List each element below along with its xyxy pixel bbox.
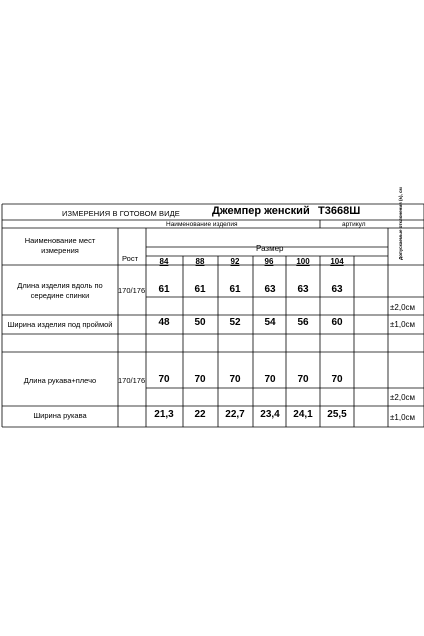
row-4-value: 23,4 — [260, 409, 280, 420]
row-4-value: 22 — [194, 409, 206, 420]
row-3-value: 70 — [194, 374, 206, 385]
row-2-value: 56 — [297, 317, 309, 328]
row-3-value: 70 — [331, 374, 343, 385]
row-3-value: 70 — [264, 374, 276, 385]
row-1-value: 61 — [229, 284, 241, 295]
row-4-value: 21,3 — [154, 409, 174, 420]
row-2-name: Ширина изделия под проймой — [7, 320, 113, 329]
row-4-value: 24,1 — [293, 409, 313, 420]
article-number: Т3668Ш — [318, 205, 361, 217]
row-2-value: 60 — [331, 317, 343, 328]
row-3-value: 70 — [297, 374, 309, 385]
row-4-value: 25,5 — [327, 409, 347, 420]
product-name-label: Наименование изделия — [166, 221, 238, 228]
row-1-value: 63 — [297, 284, 309, 295]
row-2-tolerance: ±1,0см — [390, 320, 416, 329]
size-100: 100 — [296, 257, 310, 266]
row-2-value: 54 — [264, 317, 276, 328]
row-3-name: Длина рукава+плечо — [23, 376, 97, 385]
row-1-value: 61 — [194, 284, 206, 295]
tolerance-header: Допускаемые отклонения (±), см — [398, 187, 403, 260]
row-3-height: 170/176 — [118, 376, 146, 385]
product-name: Джемпер женский — [212, 205, 310, 217]
size-88: 88 — [195, 257, 205, 266]
row-3-value: 70 — [229, 374, 241, 385]
row-1-value: 63 — [264, 284, 276, 295]
row-1-height: 170/176 — [118, 286, 146, 295]
row-3-tolerance: ±2,0см — [390, 393, 416, 402]
article-label: артикул — [342, 221, 366, 228]
size-header: Размер — [256, 244, 284, 253]
row-4-name: Ширина рукава — [33, 411, 87, 420]
height-header: Рост — [122, 254, 139, 263]
size-84: 84 — [159, 257, 169, 266]
row-2-value: 52 — [229, 317, 241, 328]
size-92: 92 — [230, 257, 240, 266]
row-1-tolerance: ±2,0см — [390, 303, 416, 312]
caption: ИЗМЕРЕНИЯ В ГОТОВОМ ВИДЕ — [62, 209, 180, 218]
row-3-value: 70 — [158, 374, 170, 385]
row-4-tolerance: ±1,0см — [390, 413, 416, 422]
row-4-value: 22,7 — [225, 409, 245, 420]
row-2-value: 48 — [158, 317, 170, 328]
size-104: 104 — [330, 257, 344, 266]
row-1-value: 61 — [158, 284, 170, 295]
title-row — [0, 204, 424, 220]
row-1-name: Длина изделия вдоль по середине спинки — [17, 281, 103, 300]
row-2-value: 50 — [194, 317, 206, 328]
row-1-value: 63 — [331, 284, 343, 295]
name-header: Наименование мест измерения — [24, 236, 96, 255]
size-96: 96 — [264, 257, 274, 266]
